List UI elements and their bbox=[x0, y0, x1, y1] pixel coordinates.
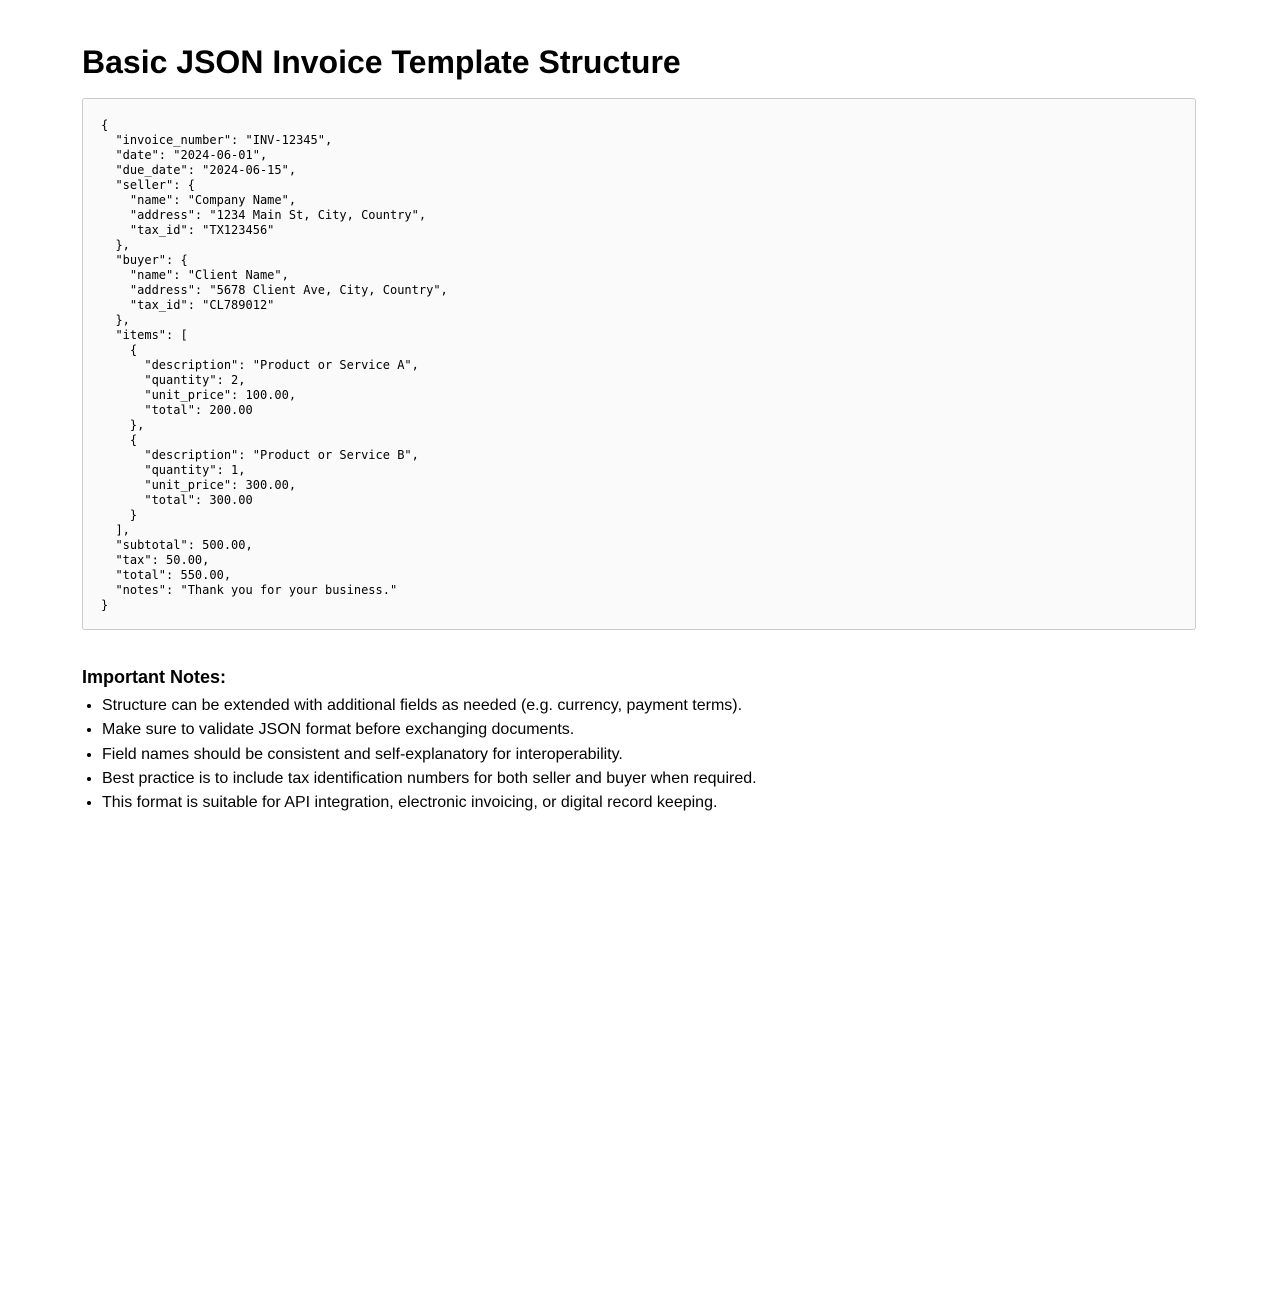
code-line: "total": 550.00, bbox=[101, 568, 232, 582]
code-line: "buyer": { bbox=[101, 253, 188, 267]
code-line: "date": "2024-06-01", bbox=[101, 148, 268, 162]
code-line: { bbox=[101, 433, 138, 447]
json-code bbox=[101, 118, 1177, 613]
code-line: "address": "5678 Client Ave, City, Country", bbox=[101, 283, 448, 297]
code-line: "tax": 50.00, bbox=[101, 553, 210, 567]
code-line: } bbox=[101, 508, 138, 522]
code-line: "quantity": 2, bbox=[101, 373, 246, 387]
code-block bbox=[82, 98, 1196, 630]
code-line: { bbox=[101, 343, 138, 357]
code-line: "description": "Product or Service B", bbox=[101, 448, 419, 462]
code-line: } bbox=[101, 598, 109, 612]
code-line: "due_date": "2024-06-15", bbox=[101, 163, 297, 177]
code-line: "subtotal": 500.00, bbox=[101, 538, 253, 552]
code-line: "name": "Company Name", bbox=[101, 193, 297, 207]
note-item: • This format is suitable for API integration, electronic invoicing, or digital record keeping. bbox=[102, 794, 1196, 812]
code-line: }, bbox=[101, 238, 130, 252]
note-item: • Field names should be consistent and self-explanatory for interoperability. bbox=[102, 746, 1196, 764]
note-item: • Make sure to validate JSON format before exchanging documents. bbox=[102, 721, 1196, 739]
code-line: "total": 200.00 bbox=[101, 403, 253, 417]
code-line: "unit_price": 100.00, bbox=[101, 388, 297, 402]
code-line: "items": [ bbox=[101, 328, 188, 342]
code-line: ], bbox=[101, 523, 130, 537]
note-item: • Structure can be extended with additional fields as needed (e.g. currency, payment terms). bbox=[102, 697, 1196, 715]
code-line: "address": "1234 Main St, City, Country", bbox=[101, 208, 427, 222]
code-line: { bbox=[101, 118, 109, 132]
notes-heading: Important Notes: bbox=[82, 667, 226, 687]
note-item: • Best practice is to include tax identification numbers for both seller and buyer when required. bbox=[102, 770, 1196, 788]
code-line: "tax_id": "CL789012" bbox=[101, 298, 275, 312]
code-line: "name": "Client Name", bbox=[101, 268, 289, 282]
code-line: "notes": "Thank you for your business." bbox=[101, 583, 398, 597]
code-line: "invoice_number": "INV-12345", bbox=[101, 133, 333, 147]
page-title: Basic JSON Invoice Template Structure bbox=[82, 44, 681, 80]
code-line: "tax_id": "TX123456" bbox=[101, 223, 275, 237]
code-line: }, bbox=[101, 313, 130, 327]
code-line: "seller": { bbox=[101, 178, 195, 192]
notes-list bbox=[82, 697, 1196, 812]
code-line: }, bbox=[101, 418, 145, 432]
code-line: "unit_price": 300.00, bbox=[101, 478, 297, 492]
code-line: "description": "Product or Service A", bbox=[101, 358, 419, 372]
code-line: "total": 300.00 bbox=[101, 493, 253, 507]
code-line: "quantity": 1, bbox=[101, 463, 246, 477]
